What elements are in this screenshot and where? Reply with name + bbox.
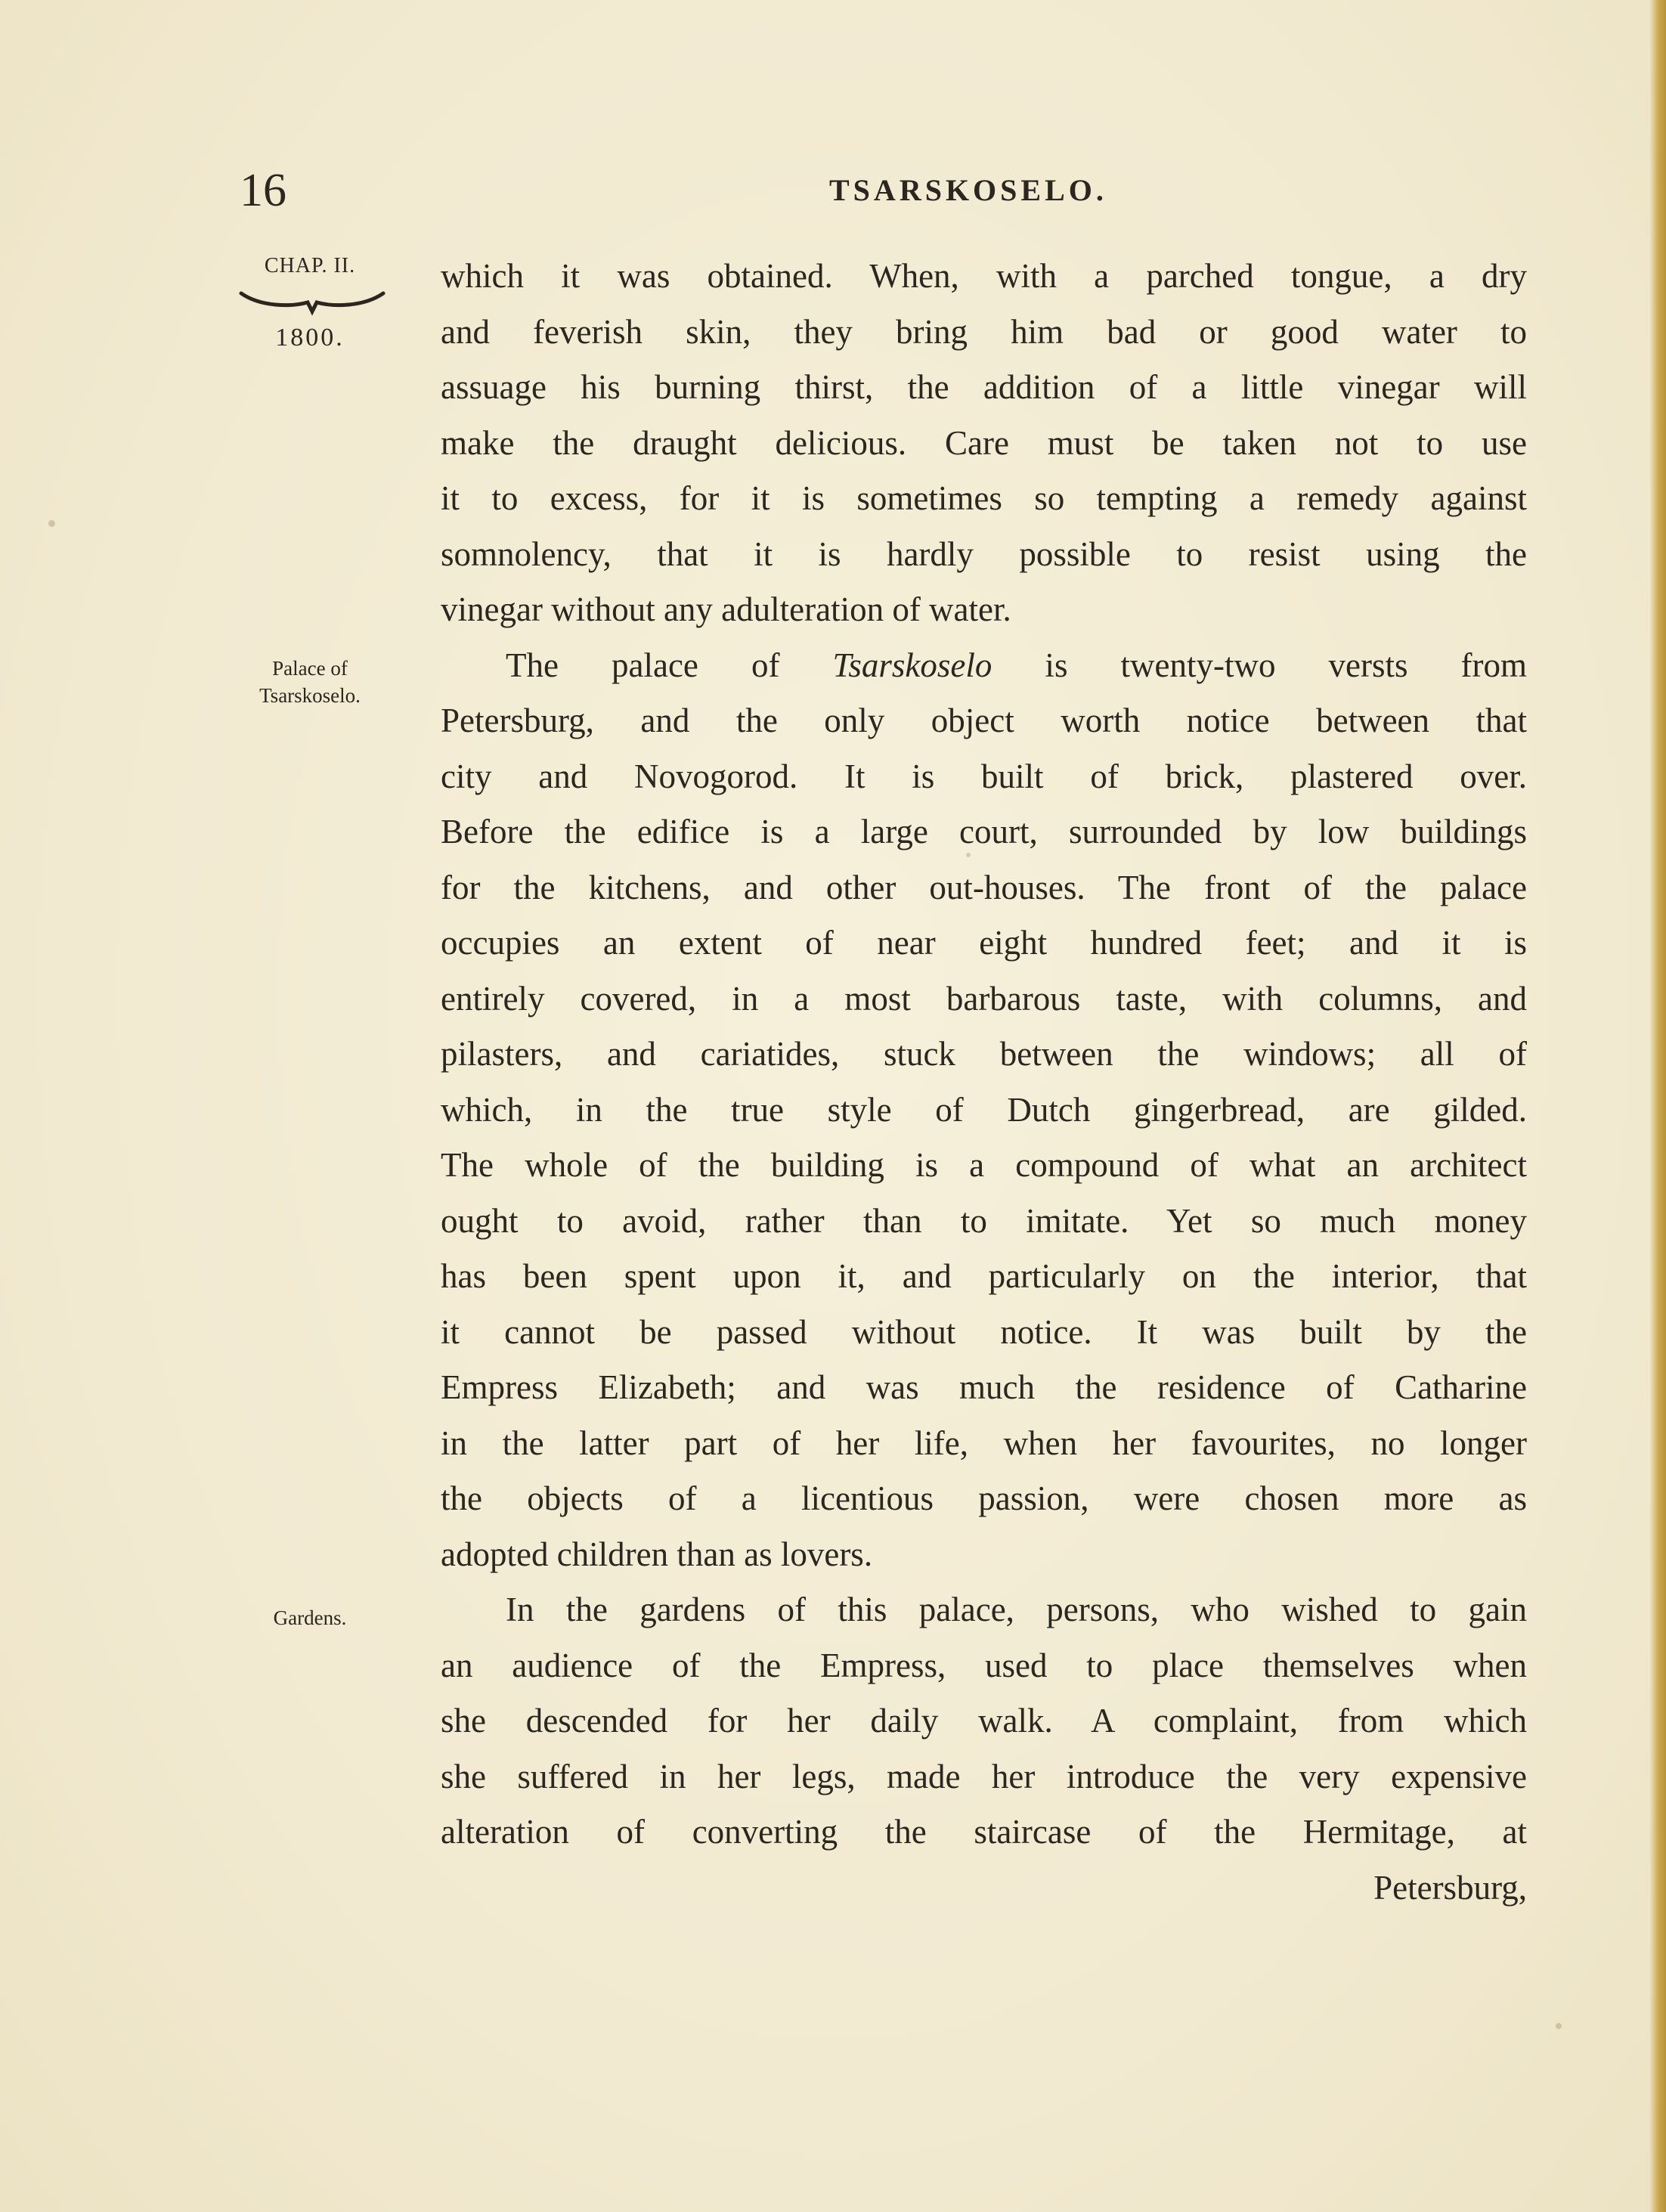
text-line: make the draught delicious. Care must be taken not to use <box>441 423 1527 462</box>
text-line: somnolency, that it is hardly possible to resist using the <box>441 534 1527 573</box>
text-line: she suffered in her legs, made her introduce the very expensive <box>441 1757 1527 1795</box>
text-line: city and Novogorod. It is built of brick, plastered over. <box>441 757 1527 795</box>
paper-speck <box>1556 2023 1562 2029</box>
side-note-line: Gardens. <box>273 1606 347 1629</box>
chapter-brace-ornament <box>238 289 386 316</box>
text-line: alteration of converting the staircase of the Hermitage, at <box>441 1813 1527 1851</box>
text-line: occupies an extent of near eight hundred feet; and it is <box>441 924 1527 962</box>
text-line: it cannot be passed without notice. It was built by the <box>441 1312 1527 1351</box>
text-line: for the kitchens, and other out-houses. The front of the palace <box>441 868 1527 906</box>
page-header <box>0 160 1666 221</box>
running-head: TSARSKOSELO. <box>829 173 1107 207</box>
side-note-gardens <box>227 1604 393 1631</box>
paper-speck <box>966 853 971 857</box>
page-edge-shadow <box>1649 0 1666 2212</box>
text-run: The palace of <box>506 646 833 684</box>
text-line: which, in the true style of Dutch gingerbread, are gilded. <box>441 1090 1527 1129</box>
text-line: adopted children than as lovers. <box>441 1535 873 1573</box>
text-line: entirely covered, in a most barbarous taste, with columns, and <box>441 979 1527 1018</box>
text-line: vinegar without any adulteration of water. <box>441 590 1011 628</box>
text-line: she descended for her daily walk. A complaint, from which <box>441 1702 1527 1740</box>
text-line: which it was obtained. When, with a parched tongue, a dry <box>441 257 1527 295</box>
text-line: ought to avoid, rather than to imitate. Yet so much money <box>441 1201 1527 1240</box>
italic-place-name: Tsarskoselo <box>832 646 992 684</box>
page-number: 16 <box>240 165 286 216</box>
side-note-line: Palace of <box>272 657 348 680</box>
text-line: it to excess, for it is sometimes so tempting a remedy against <box>441 479 1527 517</box>
text-line: has been spent upon it, and particularly on the interior, that <box>441 1257 1527 1295</box>
text-line: The whole of the building is a compound of what an architect <box>441 1146 1527 1184</box>
text-line: pilasters, and cariatides, stuck between the windows; all of <box>441 1035 1527 1073</box>
text-line: Before the edifice is a large court, surrounded by low buildings <box>441 813 1527 850</box>
text-line: Empress Elizabeth; and was much the residence of Catharine <box>441 1368 1527 1406</box>
margin-year: 1800. <box>275 324 345 352</box>
margin-chapter: CHAP. II. <box>264 254 356 277</box>
text-line: assuage his burning thirst, the addition of a little vinegar will <box>441 368 1527 406</box>
text-line <box>441 638 1527 694</box>
text-line: and feverish skin, they bring him bad or good water to <box>441 312 1527 351</box>
side-note-line: Tsarskoselo. <box>259 684 361 707</box>
text-line: an audience of the Empress, used to place themselves when <box>441 1646 1527 1684</box>
catchword: Petersburg, <box>1373 1868 1527 1907</box>
text-line: Petersburg, and the only object worth notice between that <box>441 702 1527 739</box>
side-note-palace <box>227 655 393 709</box>
text-line: In the gardens of this palace, persons, who wished to gain <box>506 1591 1527 1628</box>
text-run: is twenty-two versts from <box>992 646 1527 684</box>
body-text <box>441 249 1527 1916</box>
text-line: the objects of a licentious passion, were chosen more as <box>441 1479 1527 1517</box>
paper-speck <box>48 520 55 527</box>
text-line: in the latter part of her life, when her favourites, no longer <box>441 1424 1527 1462</box>
